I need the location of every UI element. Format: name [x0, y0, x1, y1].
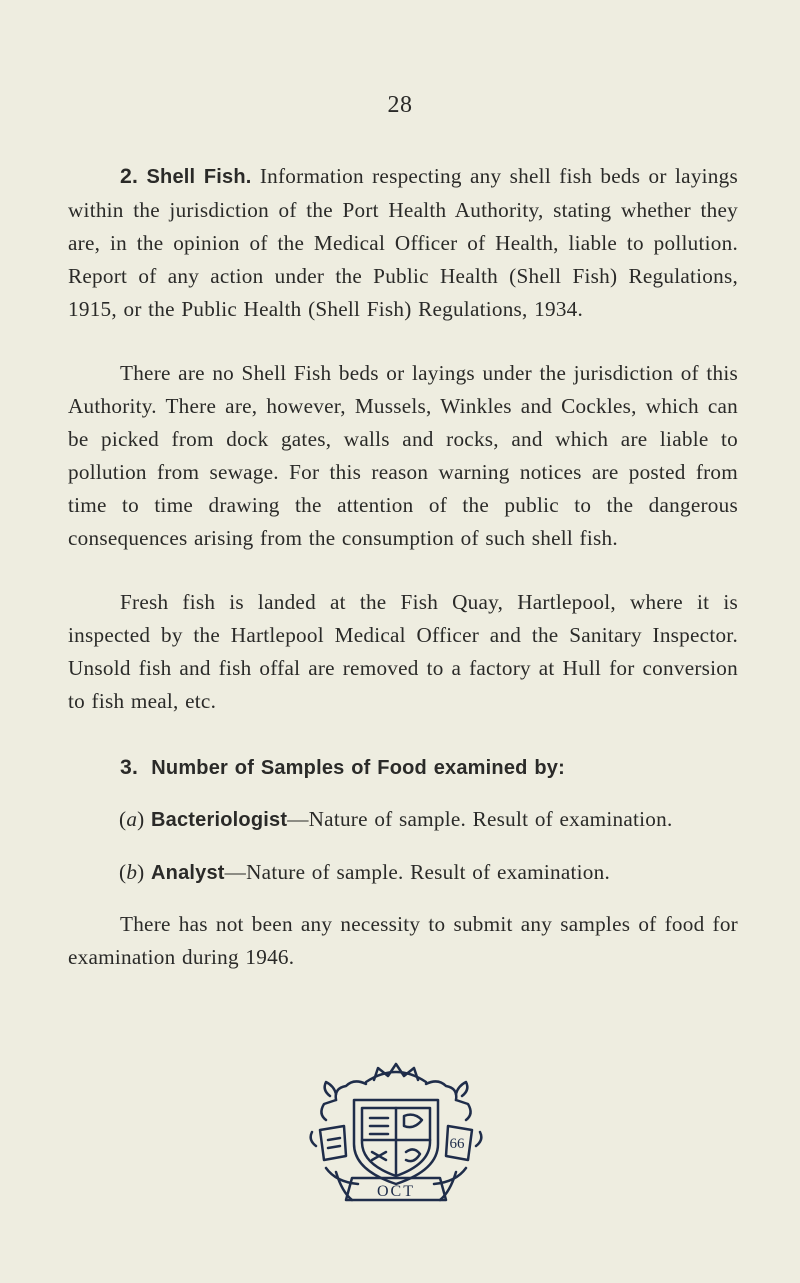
stamp-month: OCT — [377, 1183, 415, 1200]
sample-item: (a) Bacteriologist—Nature of sample. Result of examination. — [119, 807, 673, 831]
item-text: —Nature of sample. Result of examination. — [224, 860, 611, 884]
item-text: —Nature of sample. Result of examination. — [287, 807, 673, 831]
section-2-heading: Shell Fish. — [146, 166, 252, 188]
shell-fish-paragraph: There are no Shell Fish beds or layings under the jurisdiction of this Authority. There are, however, Mussels, Winkles and Cockles, which can be picked from dock gates, walls and rocks, and which are liable to pollution from sewage. For this reason warning notices are posted from time to time drawing the attention of the public to the dangerous consequences arising from the consumption of such shell fish. — [68, 361, 738, 550]
section-2-intro: Information respecting any shell fish beds or layings within the jurisdiction of the Port Health Authority, stating whether they are, in the opinion of the Medical Officer of Health, liable to pollution. Report of any action under the Public Health (Shell Fish) Regulations, 1915, or the Public Health (Shell Fish) Regulations, 1934. — [68, 164, 738, 321]
section-2-paragraph — [68, 160, 738, 326]
item-label: Bacteriologist — [151, 809, 288, 831]
section-3-heading: Number of Samples of Food examined by: — [151, 757, 565, 779]
section-3-number: 3. — [120, 756, 139, 779]
item-letter: b — [126, 860, 138, 884]
sample-item: (b) Analyst—Nature of sample. Result of examination. — [119, 860, 611, 884]
library-stamp-image — [296, 1060, 496, 1212]
no-samples-paragraph: There has not been any necessity to submit any samples of food for examination during 1946. — [68, 912, 738, 969]
section-2-number: 2. — [120, 165, 139, 188]
item-letter: a — [126, 807, 138, 831]
stamp-year: 66 — [449, 1136, 465, 1152]
section-3-heading-line — [68, 751, 738, 785]
item-label: Analyst — [151, 862, 225, 884]
page-number: 28 — [387, 92, 413, 118]
fresh-fish-paragraph: Fresh fish is landed at the Fish Quay, Hartlepool, where it is inspected by the Hartlepool Medical Officer and the Sanitary Inspector. Unsold fish and fish offal are removed to a factory at Hull for conversion to fish meal, etc. — [68, 590, 738, 713]
